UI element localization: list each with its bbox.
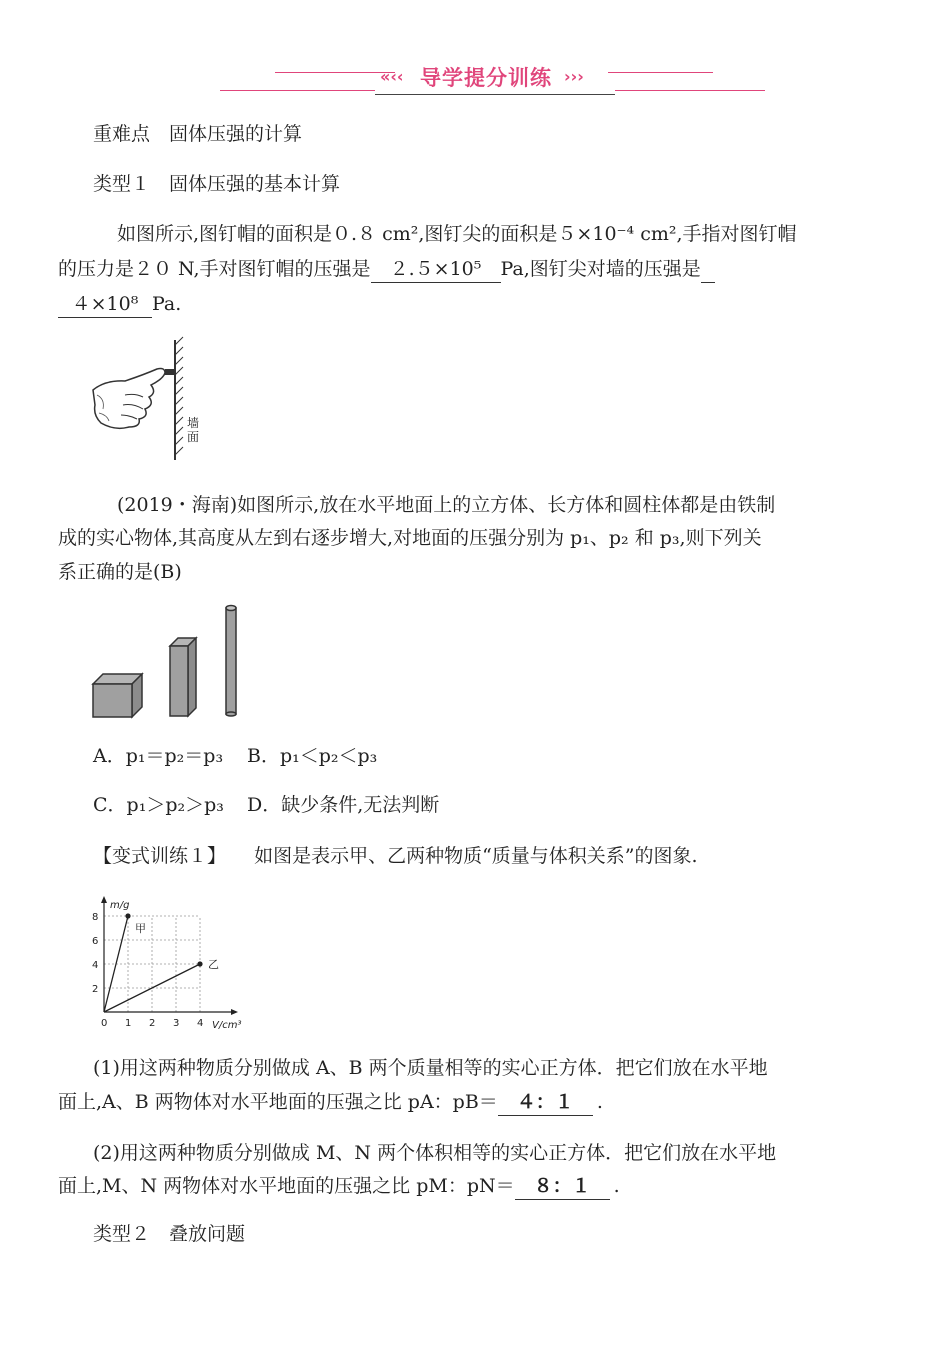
chart-ticks xyxy=(92,900,241,1031)
wall-label-2: 面 xyxy=(187,430,200,444)
q2-line2: 成的实心物体,其高度从左到右逐步增大,对地面的压强分别为 p₁、p₂ 和 p₃,则下列关 xyxy=(58,527,762,549)
variant-sub1-text: 面上,A、B 两物体对水平地面的压强之比 pA：pB＝ xyxy=(58,1091,498,1113)
q2-option-b: B．p₁＜p₂＜p₃ xyxy=(247,745,378,767)
x-axis-arrow xyxy=(231,1009,238,1015)
banner-line-right-top xyxy=(608,72,713,73)
y-axis-label: m/g xyxy=(110,900,130,911)
q1-answer2-blank-start xyxy=(701,256,715,283)
x-tick-label: 3 xyxy=(173,1018,180,1029)
x-axis-label: V/cm³ xyxy=(212,1020,242,1031)
variant-sub2-end: . xyxy=(613,1175,620,1197)
variant-line xyxy=(93,840,698,872)
y-axis-arrow xyxy=(101,896,107,903)
q1-line2-text-b: Pa,图钉尖对墙的压强是 xyxy=(500,258,701,280)
chart-series xyxy=(104,913,219,1012)
thumbtack-figure xyxy=(85,335,215,465)
variant-sub2-answer: ８：１ xyxy=(515,1173,610,1200)
banner-underline xyxy=(375,94,615,95)
header-banner xyxy=(220,58,765,98)
variant-sub2-line1: (2)用这两种物质分别做成 M、N 两个体积相等的实心正方体．把它们放在水平地 xyxy=(93,1142,777,1164)
variant-sub2-text: 面上,M、N 两物体对水平地面的压强之比 pM：pN＝ xyxy=(58,1175,515,1197)
q1-line1: 如图所示,图钉帽的面积是０.８ cm²,图钉尖的面积是５×10⁻⁴ cm²,手指对图钉帽 xyxy=(117,223,797,245)
variant-sub1-line2 xyxy=(58,1086,603,1118)
q2-option-a: A．p₁＝p₂＝p₃ xyxy=(93,745,224,767)
series-endpoint-2 xyxy=(197,961,202,966)
series-label-1: 甲 xyxy=(135,922,146,935)
q1-answer2-blank: ４×10⁸ xyxy=(58,291,152,318)
y-tick-label: 2 xyxy=(92,984,99,995)
variant-text: 如图是表示甲、乙两种物质“质量与体积关系”的图象. xyxy=(254,845,698,867)
series-endpoint-1 xyxy=(125,913,130,918)
q2-line3: 系正确的是(B) xyxy=(58,561,182,583)
q2-option-c: C．p₁＞p₂＞p₃ xyxy=(93,794,224,816)
x-tick-label: 4 xyxy=(197,1018,204,1029)
series-label-2: 乙 xyxy=(208,958,219,971)
x-tick-label: 2 xyxy=(149,1018,156,1029)
x-tick-label: 1 xyxy=(125,1018,132,1029)
banner-right-chevrons: ››› xyxy=(564,67,584,86)
banner-title: 导学提分训练 xyxy=(420,66,552,90)
variant-sub2-line2 xyxy=(58,1170,620,1202)
q1-answer1-blank: ２.５×10⁵ xyxy=(371,256,501,283)
x-tick-label: 0 xyxy=(101,1018,108,1029)
y-tick-label: 4 xyxy=(92,960,99,971)
banner-line-left-top xyxy=(275,72,395,73)
solids-figure xyxy=(88,600,248,722)
chart-grid xyxy=(104,916,200,1012)
banner-left-chevrons: «‹‹ xyxy=(380,67,404,86)
q2-line1: (2019・海南)如图所示,放在水平地面上的立方体、长方体和圆柱体都是由铁制 xyxy=(117,494,776,516)
variant-label: 【变式训练１】 xyxy=(93,845,227,867)
type2-heading: 类型２ 叠放问题 xyxy=(93,1223,246,1245)
q1-line3-text: Pa. xyxy=(152,293,182,315)
banner-line-right-bottom xyxy=(615,90,765,91)
q1-line2 xyxy=(58,253,715,285)
banner-line-left-bottom xyxy=(220,90,375,91)
type1-heading: 类型１ 固体压强的基本计算 xyxy=(93,173,341,195)
q2-option-d: D．缺少条件,无法判断 xyxy=(247,794,440,816)
mass-volume-chart xyxy=(84,890,264,1035)
q1-line2-text-a: 的压力是２０ N,手对图钉帽的压强是 xyxy=(58,258,371,280)
variant-sub1-end: . xyxy=(596,1091,603,1113)
q1-line3 xyxy=(58,288,181,320)
wall-label-1: 墙 xyxy=(187,416,200,430)
variant-sub1-answer: ４：１ xyxy=(498,1089,593,1116)
chart-axes xyxy=(101,896,238,1015)
y-tick-label: 8 xyxy=(92,912,99,923)
y-tick-label: 6 xyxy=(92,936,99,947)
section-heading: 重难点 固体压强的计算 xyxy=(93,123,303,145)
variant-sub1-line1: (1)用这两种物质分别做成 A、B 两个质量相等的实心正方体．把它们放在水平地 xyxy=(93,1057,768,1079)
